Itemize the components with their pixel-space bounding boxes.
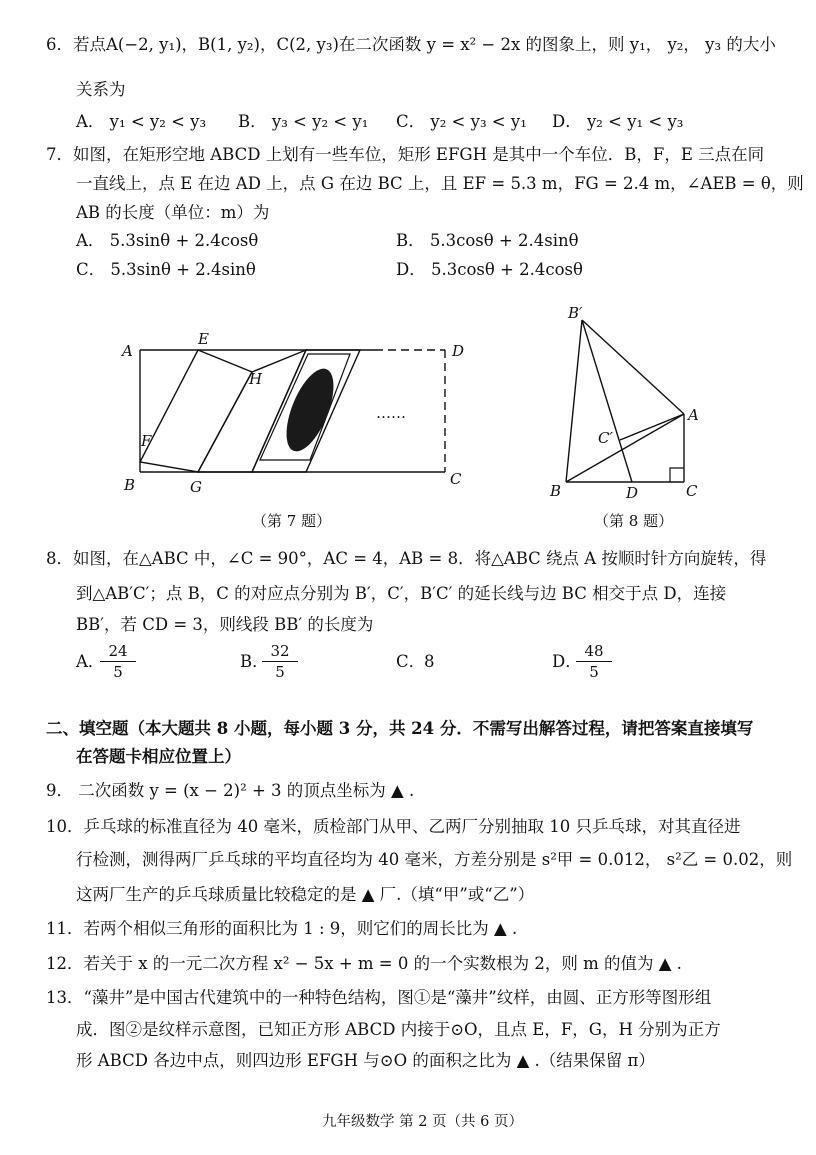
fig8-edge-ab-prime (582, 320, 684, 414)
q8-option-d-fraction (576, 641, 612, 682)
q7-option-b: B． 5.3cosθ + 2.4sinθ (396, 231, 579, 250)
fig7-slot-efgh (140, 350, 252, 472)
section2-heading-line1: 二、填空题（本大题共 8 小题，每小题 3 分，共 24 分．不需写出解答过程，请把答案直接填写 (46, 719, 754, 738)
fig8-label-b: B (550, 482, 562, 500)
q8-line3: BB′，若 CD = 3，则线段 BB′ 的长度为 (76, 615, 374, 634)
q6-option-c: C． y₂ < y₃ < y₁ (396, 112, 527, 131)
q6-option-b: B． y₃ < y₂ < y₁ (238, 112, 369, 131)
q8-option-a-fraction (100, 641, 136, 682)
fig7-label-c: C (450, 470, 462, 488)
fig8-label-c: C (686, 482, 698, 500)
fig8-label-b-prime: B′ (568, 304, 583, 322)
q10-line2: 行检测，测得两厂乒乓球的平均直径均为 40 毫米，方差分别是 s²甲 = 0.012， s²乙 = 0.02，则 (76, 850, 793, 869)
fig8-right-angle-mark (670, 468, 684, 482)
q8-option-c-value: 8 (424, 652, 435, 671)
figure-8-rotation-diagram (540, 300, 720, 500)
q8-option-d-denominator: 5 (589, 663, 599, 681)
q6-line1: 6．若点A(−2, y₁)，B(1, y₂)，C(2, y₃)在二次函数 y = x² − 2x 的图象上，则 y₁， y₂， y₃ 的大小 (46, 35, 776, 54)
fig7-label-f: F (141, 432, 152, 450)
q8-option-a-denominator: 5 (113, 663, 123, 681)
q13-line3: 形 ABCD 各边中点，则四边形 EFGH 与⊙O 的面积之比为 ▲ .（结果保留 π） (76, 1051, 655, 1070)
fig7-label-g: G (190, 478, 202, 496)
q11-text: 11．若两个相似三角形的面积比为 1 : 9，则它们的周长比为 ▲ . (46, 919, 518, 938)
q10-line3: 这两厂生产的乒乓球质量比较稳定的是 ▲ 厂.（填“甲”或“乙”） (76, 885, 535, 904)
q7-line3: AB 的长度（单位：m）为 (76, 203, 270, 222)
q8-option-b-numerator: 32 (262, 641, 298, 662)
q13-line1: 13．“藻井”是中国古代建筑中的一种特色结构，图①是“藻井”纹样，由圆、正方形等图形组 (46, 988, 712, 1007)
q8-option-a-numerator: 24 (100, 641, 136, 662)
fig8-caption: （第 8 题） (594, 512, 674, 530)
figure-7-parking-diagram (110, 320, 480, 500)
q6-option-d: D． y₂ < y₁ < y₃ (552, 112, 684, 131)
fig7-label-h: H (249, 370, 263, 388)
fig8-edge-ac-prime (620, 414, 684, 440)
q7-line1: 7．如图，在矩形空地 ABCD 上划有一些车位，矩形 EFGH 是其中一个车位．B，F，E 三点在同 (46, 145, 765, 164)
page-footer: 九年级数学 第 2 页（共 6 页） (322, 1114, 523, 1130)
fig8-edge-bb-prime (566, 320, 582, 482)
q8-option-c-letter: C． (396, 652, 426, 671)
q7-option-d: D． 5.3cosθ + 2.4cosθ (396, 260, 583, 279)
fig7-label-e: E (198, 330, 209, 348)
fig7-label-d: D (452, 342, 465, 360)
q13-line2: 成．图②是纹样示意图，已知正方形 ABCD 内接于⊙O，且点 E，F，G，H 分别为正方 (76, 1020, 721, 1039)
q8-option-b-fraction (262, 641, 298, 682)
fig7-slot-2 (198, 350, 306, 472)
q10-line1: 10．乒乓球的标准直径为 40 毫米，质检部门从甲、乙两厂分别抽取 10 只乒乓球，对其直径进 (46, 817, 741, 836)
q8-option-d-numerator: 48 (576, 641, 612, 662)
q8-option-d-letter: D． (552, 652, 582, 671)
q8-line1: 8．如图，在△ABC 中，∠C = 90°，AC = 4，AB = 8．将△ABC 绕点 A 按顺时针方向旋转，得 (46, 549, 767, 568)
fig7-caption: （第 7 题） (252, 512, 332, 530)
fig8-label-a: A (688, 406, 699, 424)
q6-option-a: A． y₁ < y₂ < y₃ (76, 112, 207, 131)
fig7-label-a: A (122, 342, 133, 360)
q8-option-b-denominator: 5 (275, 663, 285, 681)
fig7-ellipsis: …… (376, 404, 406, 422)
fig8-edge-ab (566, 414, 684, 482)
q9-text: 9． 二次函数 y = (x − 2)² + 3 的顶点坐标为 ▲ . (46, 781, 415, 800)
q8-line2: 到△AB′C′；点 B，C 的对应点分别为 B′，C′，B′C′ 的延长线与边 BC 相交于点 D，连接 (76, 584, 727, 603)
fig8-label-c-prime: C′ (598, 429, 613, 447)
q7-line2: 一直线上，点 E 在边 AD 上，点 G 在边 BC 上，且 EF = 5.3 m，FG = 2.4 m，∠AEB = θ，则 (76, 174, 804, 193)
q12-text: 12．若关于 x 的一元二次方程 x² − 5x + m = 0 的一个实数根为 2，则 m 的值为 ▲ . (46, 954, 682, 973)
q6-line2: 关系为 (76, 80, 126, 99)
fig7-label-b: B (124, 476, 136, 494)
q7-option-a: A． 5.3sinθ + 2.4cosθ (76, 231, 259, 250)
q7-option-c: C． 5.3sinθ + 2.4sinθ (76, 260, 256, 279)
q8-option-a-letter: A． (76, 652, 105, 671)
section2-heading-line2: 在答题卡相应位置上） (76, 747, 241, 766)
q8-option-b-letter: B． (240, 652, 269, 671)
fig8-label-d: D (626, 484, 639, 500)
